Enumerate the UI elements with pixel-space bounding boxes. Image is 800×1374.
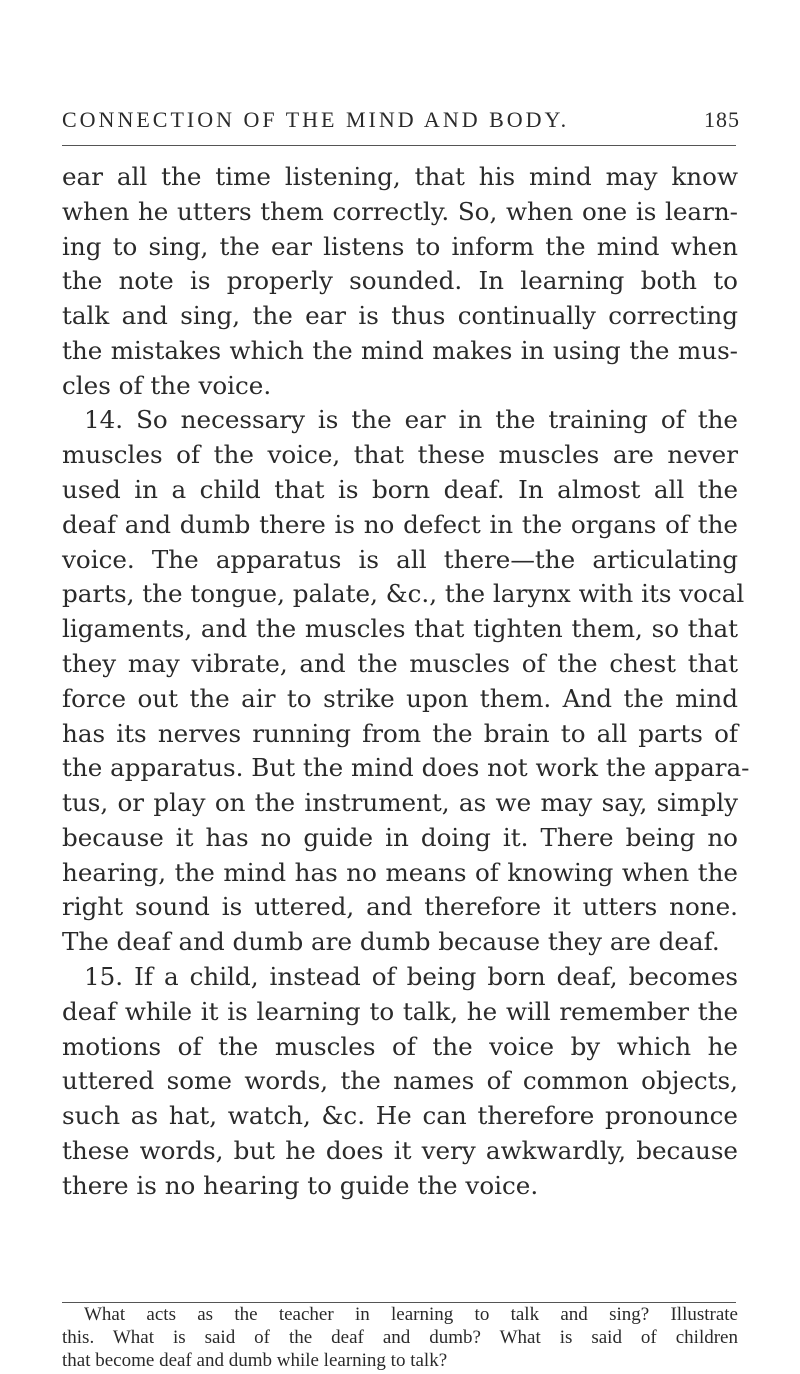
text-line: the mistakes which the mind makes in using the mus-	[62, 335, 738, 365]
paragraph-15-start: 15. If a child, instead of being born deaf, becomes	[84, 961, 738, 991]
text-line: parts, the tongue, palate, &c., the larynx with its vocal	[62, 579, 745, 609]
text-line: there is no hearing to guide the voice.	[62, 1170, 539, 1200]
text-line: cles of the voice.	[62, 370, 272, 400]
text-line: motions of the muscles of the voice by which he	[62, 1031, 738, 1061]
text-line: hearing, the mind has no means of knowing when the	[62, 857, 738, 887]
text-line: voice. The apparatus is all there—the articulating	[62, 544, 738, 574]
text-line: the apparatus. But the mind does not work the appara-	[62, 753, 750, 783]
text-line: when he utters them correctly. So, when one is learn-	[62, 196, 738, 226]
text-line: the note is properly sounded. In learning both to	[62, 266, 738, 296]
running-head	[62, 107, 740, 133]
question-line: that become deaf and dumb while learning to talk?	[62, 1350, 448, 1371]
text-line: used in a child that is born deaf. In almost all the	[62, 475, 738, 505]
header-rule	[62, 145, 736, 146]
text-line: these words, but he does it very awkwardly, because	[62, 1135, 738, 1165]
text-line: ing to sing, the ear listens to inform the mind when	[62, 231, 738, 261]
question-line: this. What is said of the deaf and dumb? What is said of children	[62, 1327, 738, 1348]
text-line: deaf while it is learning to talk, he will remember the	[62, 996, 738, 1026]
text-line: tus, or play on the instrument, as we may say, simply	[62, 788, 738, 818]
text-line: talk and sing, the ear is thus continually correcting	[62, 301, 738, 331]
running-title: CONNECTION OF THE MIND AND BODY.	[62, 107, 570, 132]
page-number: 185	[704, 107, 740, 132]
text-line: uttered some words, the names of common objects,	[62, 1066, 738, 1096]
body-text	[62, 160, 750, 1203]
question-line: What acts as the teacher in learning to talk and sing? Illustrate	[84, 1304, 738, 1325]
review-questions	[62, 1303, 738, 1372]
text-line: force out the air to strike upon them. And the mind	[62, 683, 738, 713]
text-line: they may vibrate, and the muscles of the chest that	[62, 648, 738, 678]
text-line: such as hat, watch, &c. He can therefore pronounce	[62, 1101, 738, 1131]
text-line: ligaments, and the muscles that tighten them, so that	[62, 614, 738, 644]
text-line: right sound is uttered, and therefore it utters none.	[62, 892, 738, 922]
paragraph-14-start: 14. So necessary is the ear in the training of the	[84, 405, 738, 435]
text-line: muscles of the voice, that these muscles are never	[62, 440, 738, 470]
text-line: ear all the time listening, that his mind may know	[62, 162, 738, 191]
text-line: because it has no guide in doing it. There being no	[62, 822, 738, 852]
text-line: The deaf and dumb are dumb because they are deaf.	[62, 927, 720, 957]
text-line: has its nerves running from the brain to all parts of	[62, 718, 738, 748]
text-line: deaf and dumb there is no defect in the organs of the	[62, 509, 738, 539]
